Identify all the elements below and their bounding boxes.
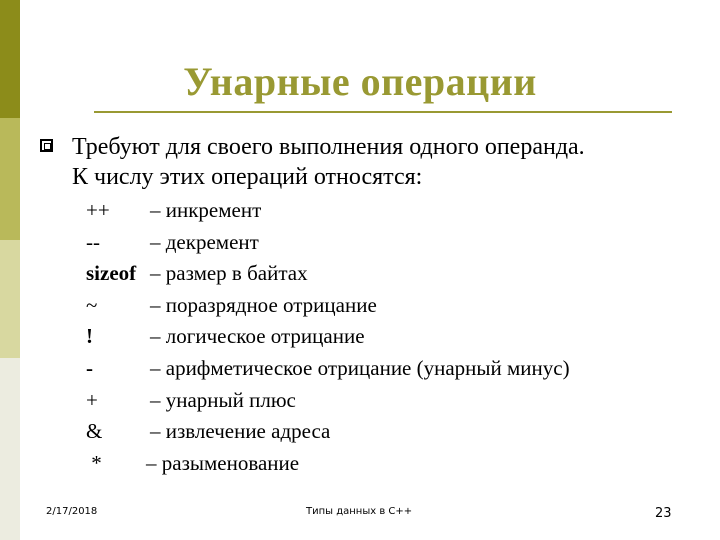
operations-list [86, 195, 686, 479]
list-item [86, 448, 686, 480]
intro-text [72, 132, 702, 192]
operator-description: – размер в байтах [150, 261, 308, 286]
operator-description: – унарный плюс [150, 387, 296, 412]
operator-symbol: & [86, 419, 103, 444]
title-underline [94, 111, 672, 113]
list-item [86, 290, 686, 322]
stripe-gap [20, 0, 22, 540]
list-item [86, 227, 686, 259]
list-item [86, 353, 686, 385]
operator-symbol: sizeof [86, 261, 137, 286]
intro-line-1: Требуют для своего выполнения одного операнда. [72, 134, 585, 160]
page-number: 23 [655, 506, 672, 521]
operator-description: – поразрядное отрицание [150, 292, 377, 317]
operator-description: – арифметическое отрицание (унарный минус) [150, 355, 570, 380]
list-item [86, 258, 686, 290]
operator-description: – извлечение адреса [150, 419, 331, 444]
operator-description: – разыменование [146, 450, 300, 475]
left-decorative-stripe [0, 0, 20, 540]
operator-symbol: - [86, 355, 93, 380]
square-bullet-icon [40, 139, 53, 152]
operator-description: – инкремент [150, 198, 262, 222]
stripe-segment-light [0, 240, 20, 358]
intro-line-2: К числу этих операций относятся: [72, 164, 423, 190]
list-item [86, 321, 686, 353]
operator-symbol: ~ [86, 292, 98, 317]
stripe-segment-dark [0, 0, 20, 118]
list-item [86, 195, 686, 227]
slide-title: Унарные операции [183, 59, 537, 104]
stripe-segment-mid [0, 118, 20, 240]
operator-symbol: + [86, 387, 98, 412]
operator-symbol: ++ [86, 198, 110, 222]
stripe-segment-pale [0, 358, 20, 540]
operator-symbol: * [86, 450, 102, 475]
operator-symbol: -- [86, 229, 100, 254]
footer-date: 2/17/2018 [46, 506, 98, 517]
footer-title: Типы данных в C++ [306, 506, 413, 517]
list-item [86, 416, 686, 448]
operator-symbol: ! [86, 324, 93, 349]
operator-description: – логическое отрицание [150, 324, 365, 349]
operator-description: – декремент [150, 229, 259, 254]
list-item [86, 385, 686, 417]
